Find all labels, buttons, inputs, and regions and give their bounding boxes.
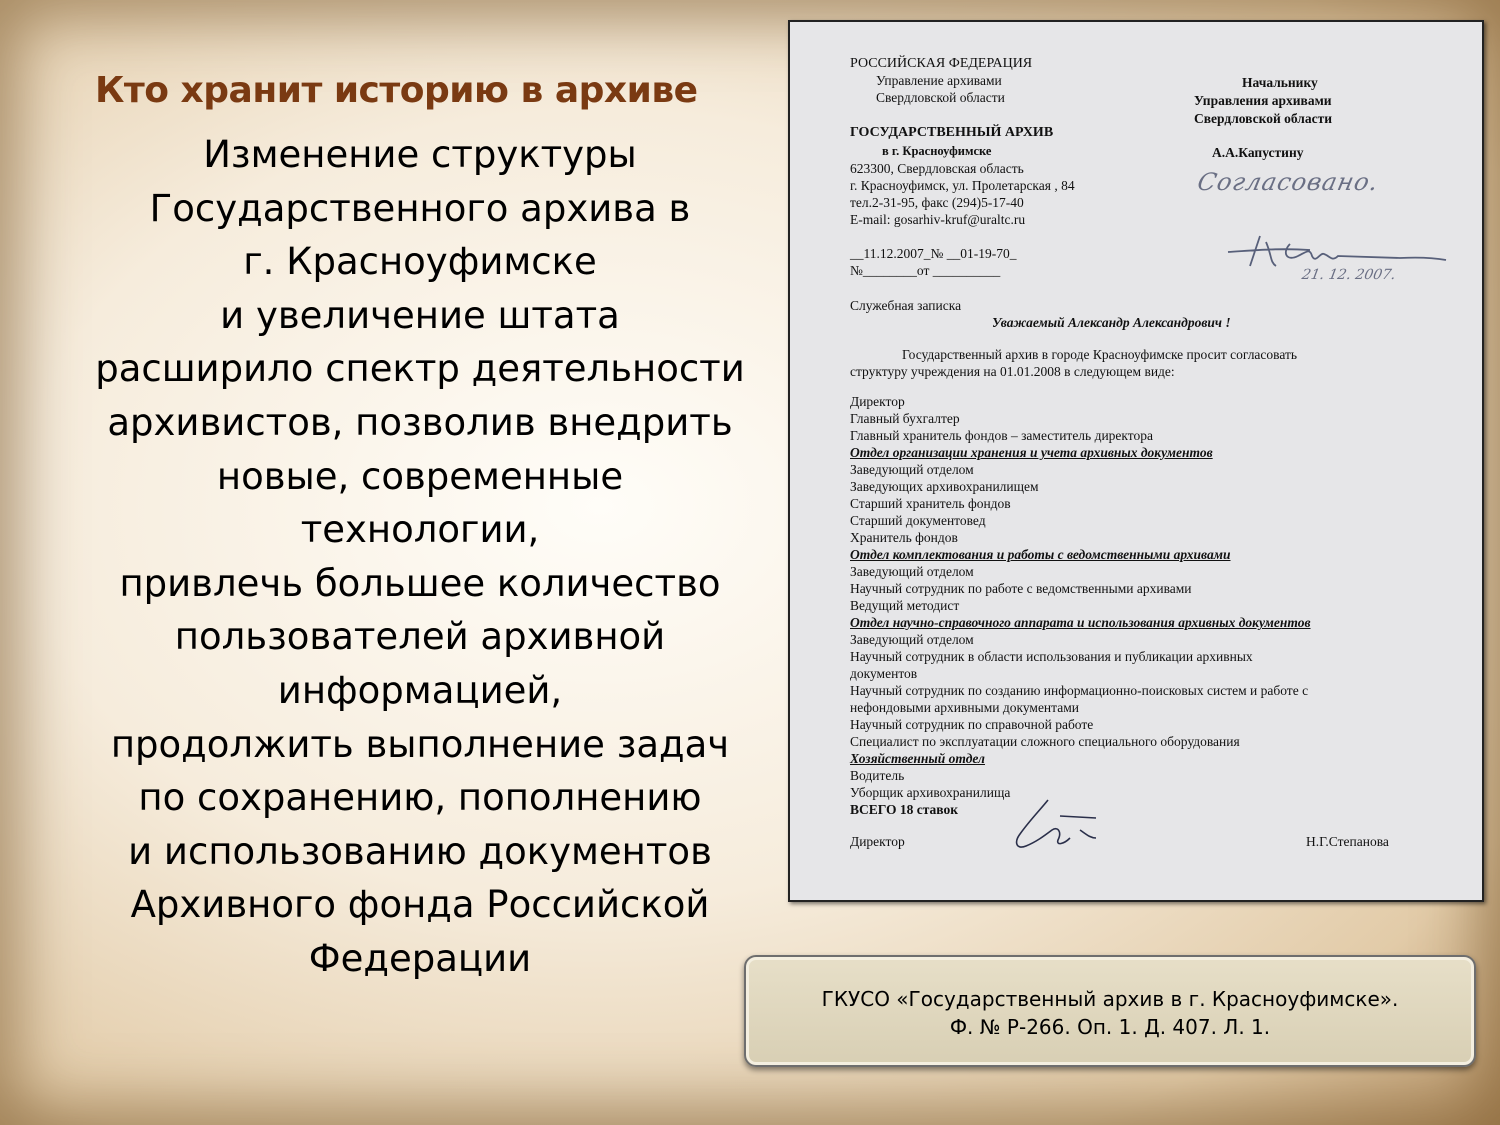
- handwritten-approval: Согласовано.: [1195, 168, 1382, 196]
- slide-title: Кто хранит историю в архиве: [95, 70, 698, 111]
- doc-intro-line: структуру учреждения на 01.01.2008 в следующем виде:: [850, 364, 1175, 379]
- body-line: привлечь большее количество: [119, 561, 721, 605]
- doc-addressee-line: Управления архивами: [1194, 93, 1332, 108]
- doc-structure-item: Ведущий методист: [850, 598, 960, 613]
- doc-ref-number: __11.12.2007_№ __01-19-70_: [850, 246, 1017, 261]
- doc-structure-item: Заведующий отделом: [850, 632, 974, 647]
- doc-archive-name: ГОСУДАРСТВЕННЫЙ АРХИВ: [850, 125, 1054, 140]
- doc-signer-name: Н.Г.Степанова: [1306, 834, 1389, 849]
- doc-structure-item: Научный сотрудник по созданию информационно-поисковых систем и работе с: [850, 683, 1309, 698]
- doc-structure-item: Старший хранитель фондов: [850, 496, 1011, 511]
- body-line: технологии,: [300, 508, 540, 552]
- doc-ref-number-blank: №________от __________: [850, 263, 1001, 278]
- director-signature-icon: [1000, 790, 1110, 860]
- doc-structure-section: Хозяйственный отдел: [850, 751, 985, 766]
- doc-structure-section: Отдел научно-справочного аппарата и использования архивных документов: [850, 615, 1311, 630]
- doc-structure-item: Уборщик архивохранилища: [850, 785, 1011, 800]
- doc-total-positions: ВСЕГО 18 ставок: [850, 802, 959, 817]
- doc-structure-item: Научный сотрудник в области использования и публикации архивных: [850, 649, 1253, 664]
- doc-structure-item: Научный сотрудник по справочной работе: [850, 717, 1094, 732]
- body-line: архивистов, позволив внедрить: [107, 400, 733, 444]
- doc-structure-item: Хранитель фондов: [850, 530, 958, 545]
- body-line: г. Красноуфимске: [243, 240, 597, 284]
- handwritten-date: 21. 12. 2007.: [1300, 267, 1397, 283]
- body-line: Архивного фонда Российской: [130, 883, 710, 927]
- doc-address-line: тел.2-31-95, факс (294)5-17-40: [850, 195, 1024, 210]
- doc-memo-type: Служебная записка: [850, 298, 962, 313]
- body-line: по сохранению, пополнению: [138, 776, 702, 820]
- doc-structure-section: Отдел комплектования и работы с ведомственными архивами: [850, 547, 1231, 562]
- doc-header-region: Свердловской области: [876, 90, 1005, 105]
- doc-intro-line: Государственный архив в городе Красноуфимске просит согласовать: [902, 347, 1298, 362]
- body-line: новые, современные: [216, 454, 624, 498]
- doc-structure-item: документов: [850, 666, 918, 681]
- doc-structure-item: Специалист по эксплуатации сложного специального оборудования: [850, 734, 1240, 749]
- body-line: Федерации: [308, 936, 532, 980]
- archive-document-scan: [788, 20, 1484, 902]
- doc-structure-item: Старший документовед: [850, 513, 986, 528]
- doc-structure-item: Главный бухгалтер: [850, 411, 960, 426]
- source-caption: [744, 955, 1476, 1067]
- slide-body-text: [60, 128, 780, 986]
- doc-structure-item: Директор: [850, 394, 905, 409]
- doc-email: E-mail: gosarhiv-kruf@uraltc.ru: [850, 212, 1026, 227]
- body-line: Изменение структуры: [203, 133, 637, 176]
- body-line: пользователей архивной: [174, 615, 666, 659]
- doc-structure-item: нефондовыми архивными документами: [850, 700, 1079, 715]
- caption-archive-name: ГКУСО «Государственный архив в г. Красноуфимске».: [821, 987, 1399, 1011]
- doc-structure-item: Заведующий отделом: [850, 564, 974, 579]
- body-line: Государственного архива в: [149, 186, 691, 230]
- body-line: и увеличение штата: [220, 293, 620, 337]
- caption-file-reference: Ф. № Р-266. Оп. 1. Д. 407. Л. 1.: [949, 1015, 1271, 1039]
- body-line: продолжить выполнение задач: [110, 722, 730, 766]
- doc-structure-item: Главный хранитель фондов – заместитель директора: [850, 428, 1154, 443]
- doc-structure-section: Отдел организации хранения и учета архивных документов: [850, 445, 1213, 460]
- doc-header-country: РОССИЙСКАЯ ФЕДЕРАЦИЯ: [850, 56, 1033, 71]
- body-line: и использованию документов: [128, 829, 712, 873]
- body-line: расширило спектр деятельности: [95, 347, 745, 391]
- doc-signer-title: Директор: [850, 834, 905, 849]
- doc-address-line: г. Красноуфимск, ул. Пролетарская , 84: [850, 178, 1075, 193]
- doc-addressee-line: Свердловской области: [1194, 111, 1333, 126]
- doc-addressee-name: А.А.Капустину: [1212, 145, 1304, 160]
- body-line: информацией,: [277, 668, 563, 712]
- doc-address-line: 623300, Свердловская область: [850, 161, 1024, 176]
- doc-structure-item: Научный сотрудник по работе с ведомственными архивами: [850, 581, 1192, 596]
- doc-header-dept: Управление архивами: [876, 73, 1002, 88]
- doc-archive-city: в г. Красноуфимске: [882, 144, 992, 158]
- doc-addressee-line: Начальнику: [1242, 75, 1318, 90]
- doc-salutation: Уважаемый Александр Александрович !: [992, 315, 1231, 330]
- doc-structure-item: Заведующий отделом: [850, 462, 974, 477]
- doc-structure-item: Заведующих архивохранилищем: [850, 479, 1039, 494]
- doc-structure-item: Водитель: [850, 768, 905, 783]
